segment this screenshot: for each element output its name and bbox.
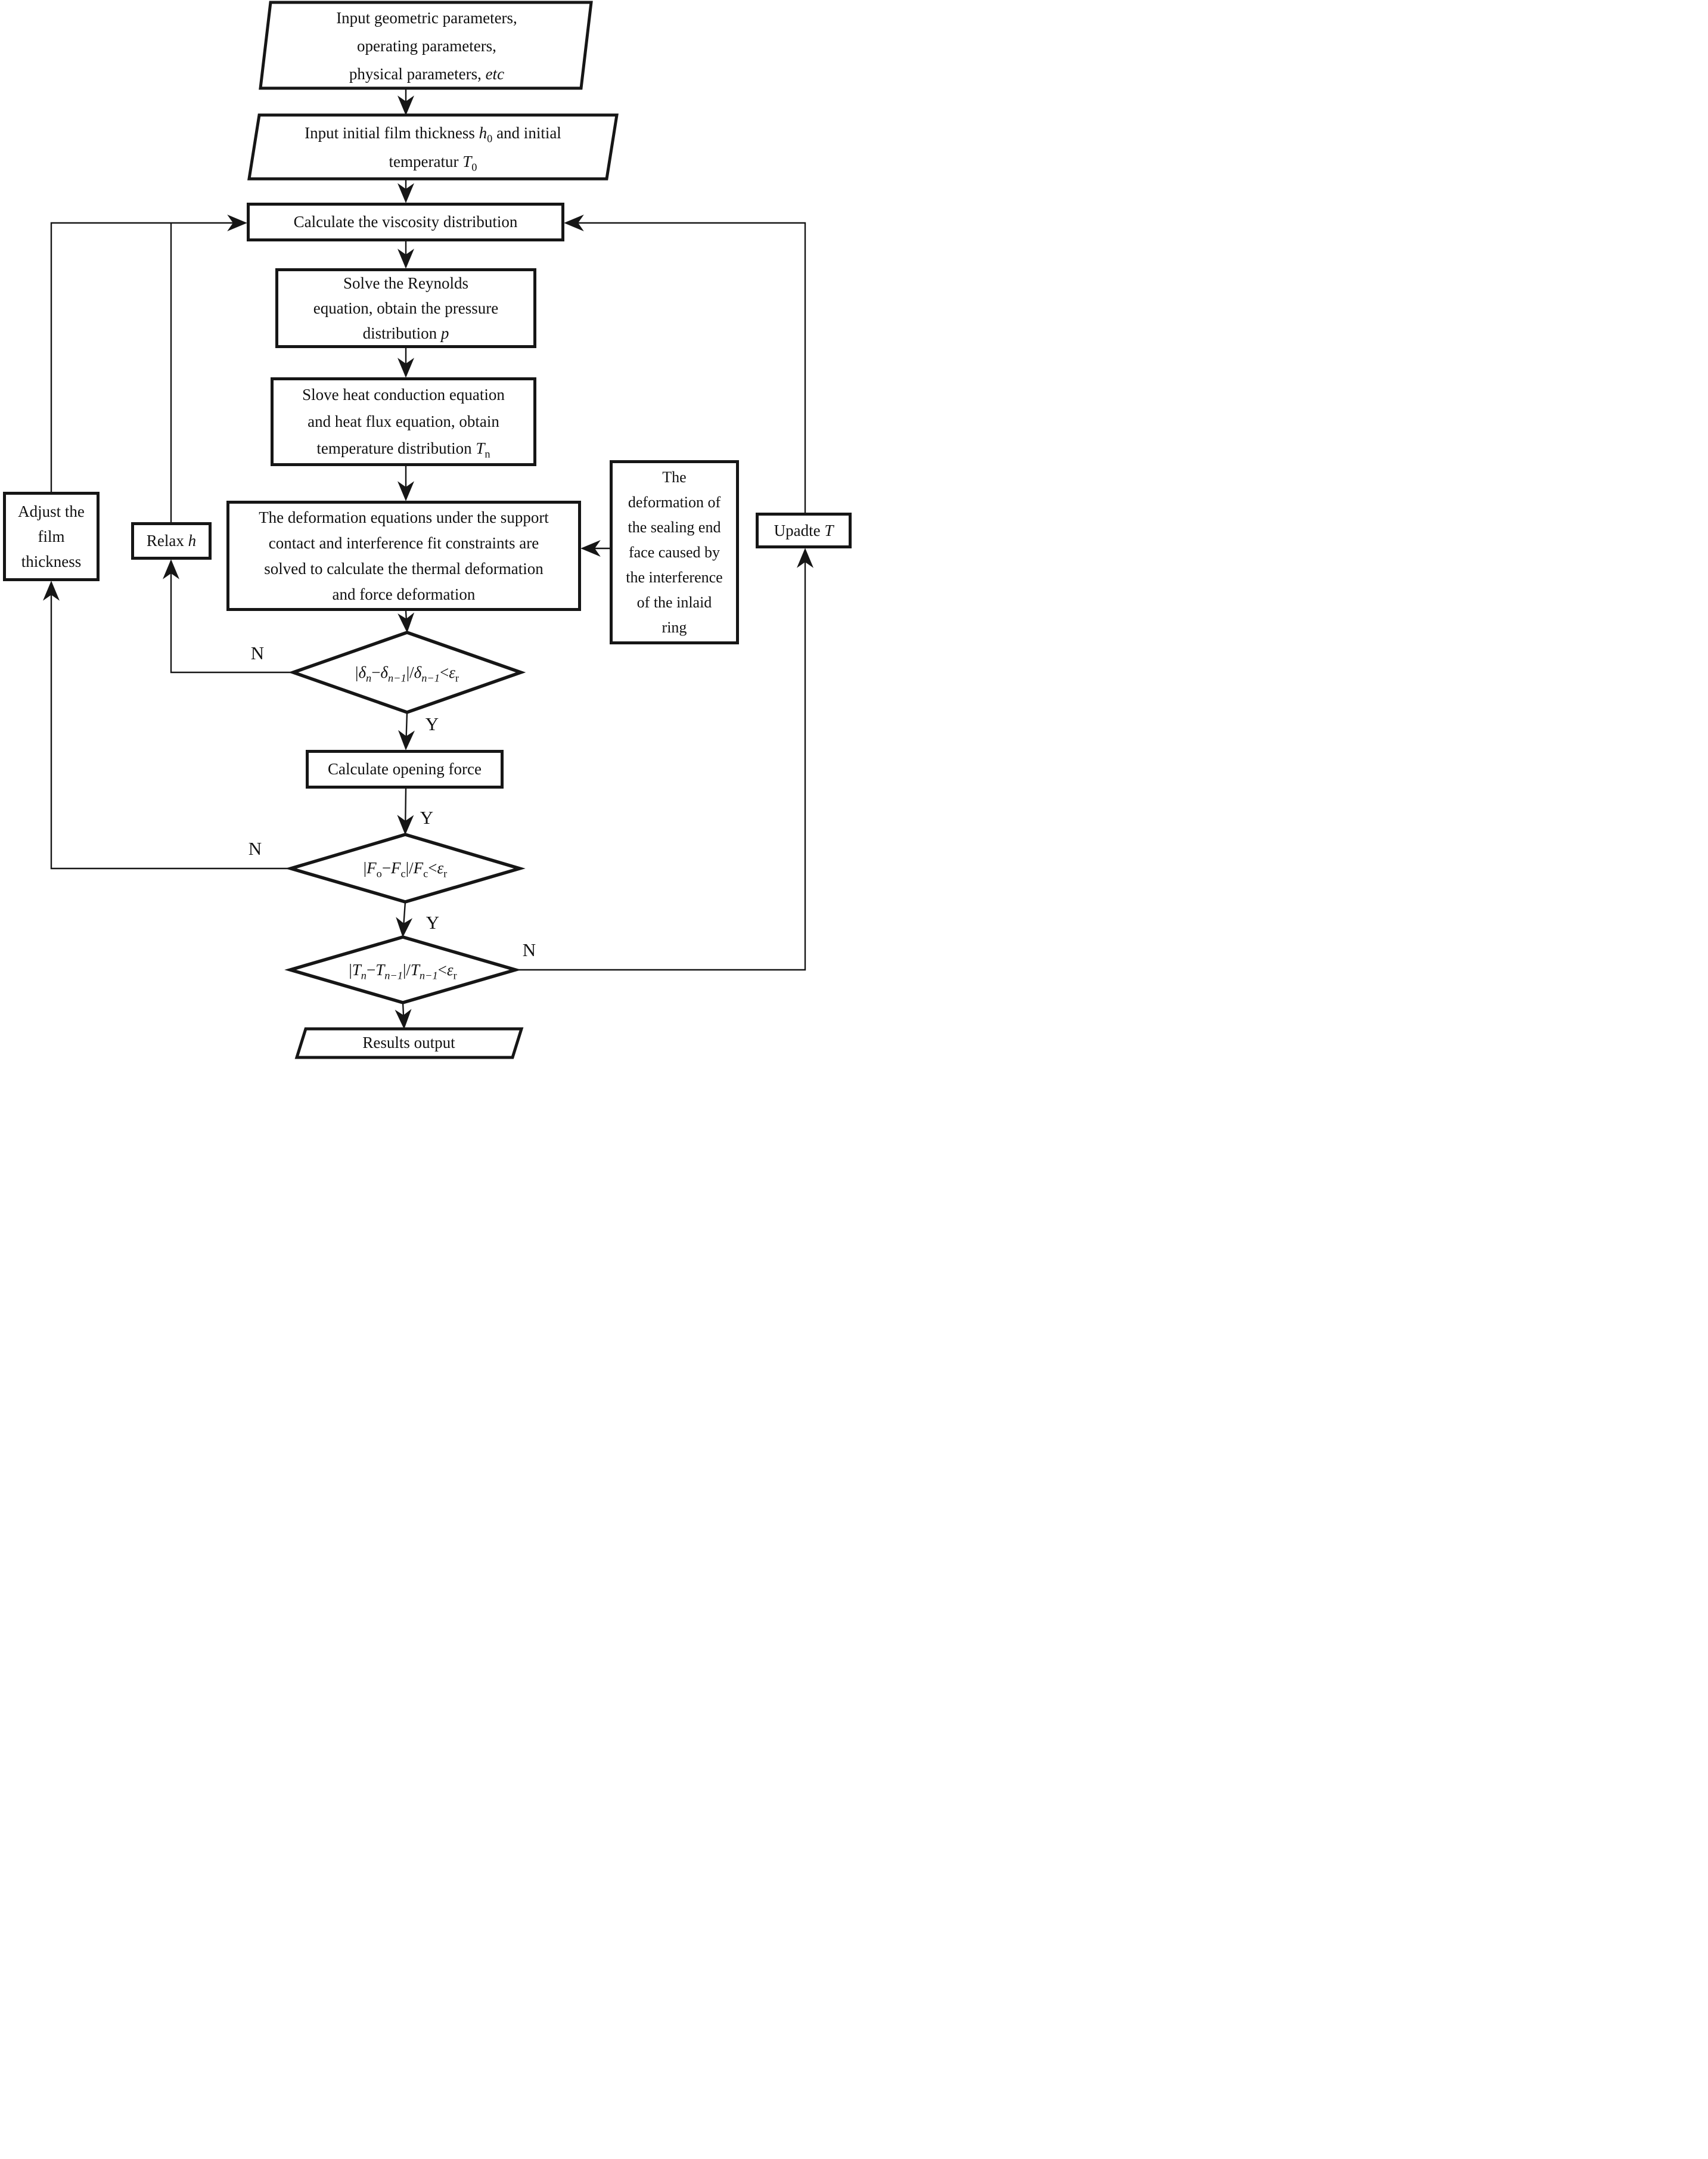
- node-text-line: Input geometric parameters,: [336, 8, 517, 27]
- node-text-line: physical parameters, etc: [349, 64, 505, 83]
- node-text-line: distribution p: [362, 324, 449, 342]
- node-text-line: and heat flux equation, obtain: [308, 412, 499, 430]
- node-text-line: face caused by: [628, 543, 721, 561]
- node-text-line: Slove heat conduction equation: [302, 386, 505, 404]
- node-text-line: contact and interference fit constraints are: [268, 533, 539, 552]
- label-no-cond-force: N: [248, 838, 262, 859]
- opening-force-node: [306, 750, 504, 789]
- relax-h-node: [131, 522, 212, 560]
- update-t-node: [756, 513, 852, 548]
- edge-cond-temp-yes: [403, 1003, 404, 1028]
- node-text-line: Solve the Reynolds: [343, 274, 468, 292]
- node-text-line: operating parameters,: [357, 36, 496, 55]
- formula-text: $|\delta_n-\delta_{n-1}|/\delta_{n-1}<\varepsilon_r$: [355, 663, 459, 684]
- node-text-line: of the inlaid: [636, 593, 712, 611]
- node-text-line: Input initial film thickness $h_0$ and initial: [305, 123, 561, 144]
- node-text-line: and force deformation: [332, 585, 476, 603]
- node-text-line: Adjust the: [18, 502, 85, 520]
- edge-adjust-to-viscosity: [51, 223, 246, 492]
- flowchart-canvas: [0, 0, 854, 1080]
- results-output-node: [301, 1029, 517, 1056]
- node-text-line: equation, obtain the pressure: [313, 299, 499, 317]
- adjust-film-node: [3, 492, 100, 581]
- node-text-line: ring: [662, 618, 687, 636]
- edge-cond-force-yes: [403, 902, 405, 936]
- formula-text: $|F_o-F_c|/F_c<\varepsilon_r$: [363, 859, 448, 880]
- cond-temp-formula: [290, 937, 515, 1003]
- node-text-line: Calculate opening force: [328, 760, 482, 778]
- label-yes-openforce: Y: [420, 807, 434, 828]
- node-text-line: Results output: [362, 1033, 455, 1051]
- deformation-node: [226, 501, 581, 611]
- node-text-line: temperatur $T_0$: [389, 152, 477, 173]
- node-text-line: The deformation equations under the support: [259, 508, 549, 526]
- input-parameters-node: [271, 4, 583, 88]
- inlaid-ring-node: [610, 460, 739, 644]
- label-no-cond-temp: N: [522, 939, 536, 960]
- node-text-line: the sealing end: [628, 518, 721, 536]
- label-yes-cond-force: Y: [426, 912, 440, 933]
- cond-force-formula: [291, 835, 520, 902]
- node-text-line: film: [38, 528, 65, 545]
- formula-text: $|T_n-T_{n-1}|/T_{n-1}<\varepsilon_r$: [349, 960, 457, 981]
- node-text-line: The: [662, 468, 687, 486]
- node-text-line: Calculate the viscosity distribution: [293, 213, 518, 231]
- node-text-line: Relax h: [146, 532, 197, 550]
- node-text-line: Upadte T: [774, 521, 834, 539]
- cond-delta-formula: [293, 632, 521, 712]
- edge-deformation-to-cond-delta: [406, 611, 407, 631]
- node-text-line: thickness: [21, 553, 82, 570]
- edge-openforce-to-cond-force: [405, 789, 406, 833]
- node-text-line: temperature distribution $T_n$: [316, 439, 490, 460]
- node-text-line: solved to calculate the thermal deformation: [264, 559, 544, 578]
- viscosity-node: [247, 203, 564, 241]
- reynolds-node: [275, 268, 536, 348]
- heat-node: [271, 377, 536, 466]
- node-text-line: deformation of: [628, 493, 721, 511]
- node-text-line: the interference: [626, 568, 723, 586]
- label-no-cond-delta: N: [250, 643, 265, 663]
- input-initial-node: [259, 116, 607, 178]
- label-yes-cond-delta: Y: [425, 714, 439, 734]
- edge-cond-delta-yes: [406, 712, 407, 749]
